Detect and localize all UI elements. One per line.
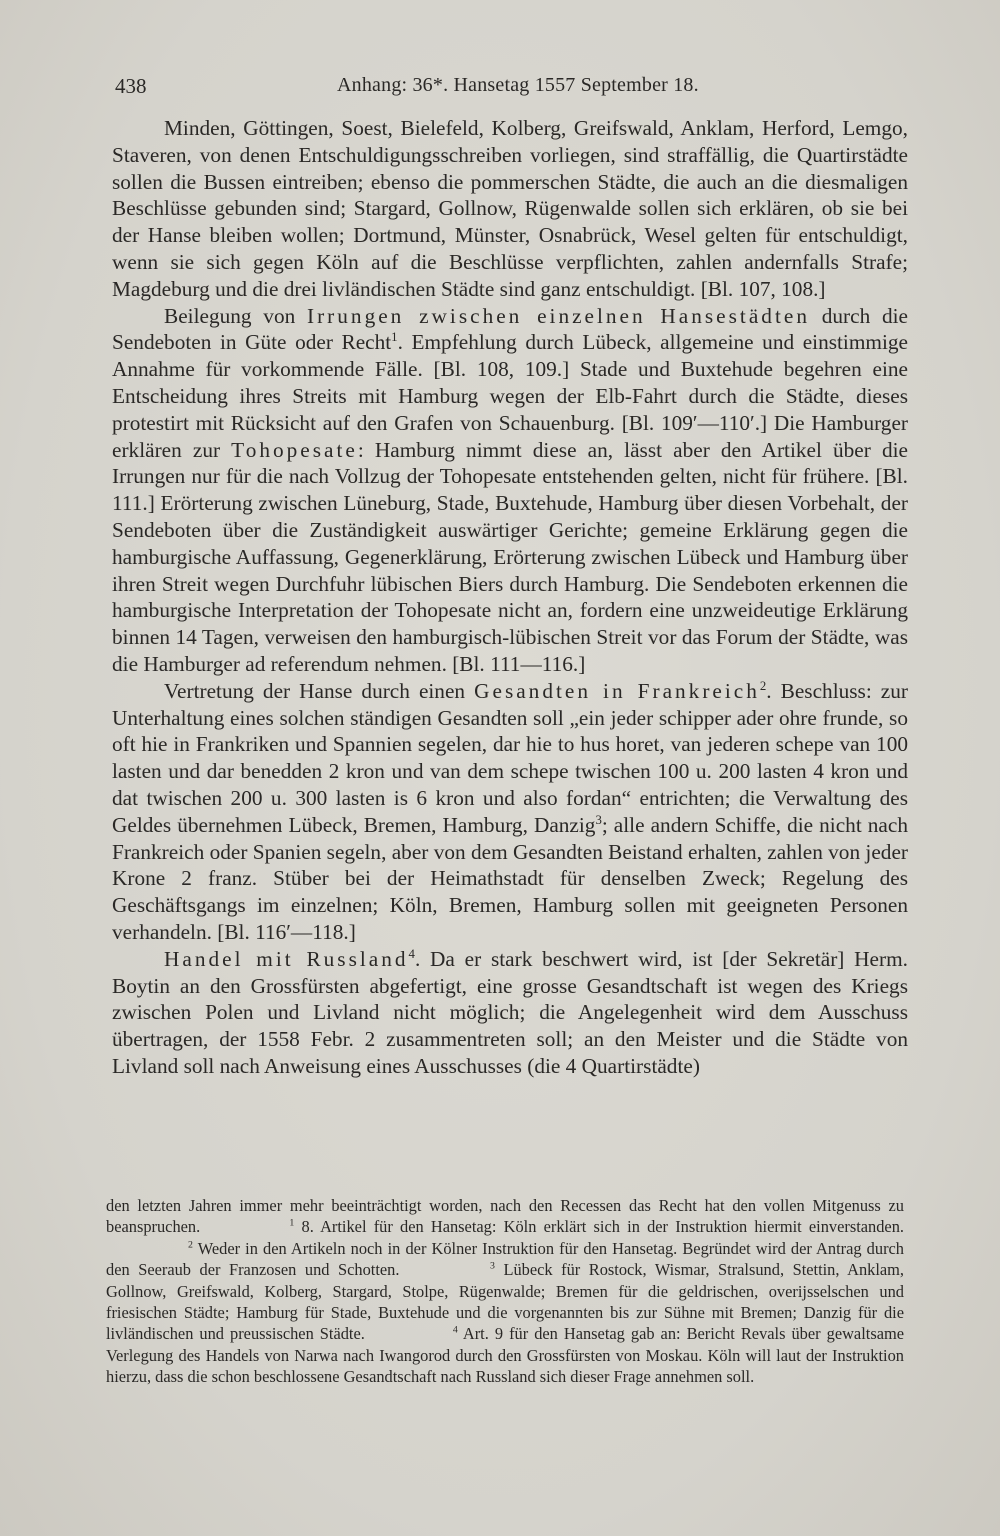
paragraph-2-text-c: . Empfehlung durch Lübeck, allgemeine und einstimmige Annahme für vorkommende Fälle. [Bl. 108, 109.] Stade und Buxtehude begehren eine Entscheidung ihres Streits mit Hamburg wegen der Elb-Fahrt durch die Städte, dieses protestirt mit Rücksicht auf den Grafen von Schauenburg. [Bl. 109′—110′.] Die Hamburger erklären zur (112, 330, 908, 462)
paragraph-2-text-d: : Hamburg nimmt diese an, lässt aber den Artikel über die Irrungen nur für die nach Vollzug der Tohopesate entstehenden gelten, nicht für frühere. [Bl. 111.] Erörterung zwischen Lüneburg, Stade, Buxtehude, Hamburg über diesen Vorbehalt, der Sendeboten über die Zuständigkeit auswärtiger Gerichte; gemeine Erklärung gegen die hamburgische Auffassung, Gegenerklärung, Erörterung zwischen Lübeck und Hamburg über ihren Streit wegen Durchfuhr lübischen Biers durch Hamburg. Die Sendeboten erkennen die hamburgische Interpretation der Tohopesate nicht an, fordern eine unzweideutige Erklärung binnen 14 Tagen, verweisen den hamburgisch-lübischen Streit vor das Forum der Städte, was die Hamburger ad referendum nehmen. [Bl. 111—116.] (112, 437, 908, 676)
footnotes (106, 1195, 904, 1388)
body-text (112, 115, 908, 1080)
footnote-1-mark: 1 (289, 1217, 295, 1229)
footnote-4: Art. 9 für den Hansetag gab an: Bericht Revals über gewaltsame Verlegung des Handels von Narwa nach Iwangorod durch den Grossfürsten von Moskau. Köln will laut der Instruktion hierzu, dass die schon beschlossene Gesandtschaft nach Russland sich dieser Frage annehmen soll. (106, 1324, 904, 1387)
footnote-1: 8. Artikel für den Hansetag: Köln erklärt sich in der Instruktion hiermit einverstanden. (301, 1217, 904, 1237)
running-head: Anhang: 36*. Hansetag 1557 September 18. (337, 74, 699, 96)
page-header (115, 74, 905, 102)
paragraph-2-text-b: durch die Sendeboten in Güte oder Recht (112, 303, 908, 355)
footnote-3-mark: 3 (489, 1260, 495, 1272)
paragraph-1 (112, 115, 908, 303)
footnote-2-mark: 2 (187, 1239, 193, 1251)
paragraph-2-text-a: Beilegung von (164, 303, 307, 328)
footnote-4-mark: 4 (452, 1324, 458, 1336)
paragraph-2 (112, 303, 908, 678)
footnote-ref-2: 2 (759, 678, 767, 693)
paragraph-4-text: . Da er stark beschwert wird, ist [der Sekretär] Herm. Boytin an den Grossfürsten abgefertigt, eine grosse Gesandtschaft ist wegen des Kriegs zwischen Polen und Livland nicht möglich; die Angelegenheit wird dem Ausschuss übertragen, der 1558 Febr. 2 zusammentreten soll; an den Meister und die Städte von Livland soll nach Anweisung eines Ausschusses (die 4 Quartirstädte) (112, 946, 908, 1078)
paragraph-3-text-b: . Beschluss: zur Unterhaltung eines solchen ständigen Gesandten soll „ein jeder schipper ader ohre frunde, so oft hie in Frankriken und Spannien segelen, dar hie to hus horet, van jederen schepe van 100 lasten und dar benedden 2 kron und van dem schepe twischen 100 u. 200 lasten 4 kron und dat twischen 200 u. 300 lasten is 6 kron und also fordan“ entrichten; die Verwaltung des Geldes übernehmen Lübeck, Bremen, Hamburg, Danzig (112, 678, 908, 837)
paragraph-3 (112, 678, 908, 946)
footnote-ref-3: 3 (595, 812, 602, 827)
footnote-ref-1: 1 (391, 330, 398, 345)
footnote-ref-4: 4 (408, 946, 415, 961)
paragraph-3-text-a: Vertretung der Hanse durch einen (164, 678, 475, 703)
paragraph-3-spaced-heading: Gesandten in Frankreich (474, 678, 760, 703)
footnote-2: Weder in den Artikeln noch in der Kölner Instruktion für den Hansetag. Begründet wird der Antrag durch den Seeraub der Franzosen und Schotten. (106, 1238, 905, 1280)
paragraph-4-spaced-heading: Handel mit Russland (164, 946, 409, 971)
paragraph-1-text: Minden, Göttingen, Soest, Bielefeld, Kolberg, Greifswald, Anklam, Herford, Lemgo, Staveren, von denen Entschuldigungsschreiben vorliegen, sind straffällig, die Quartirstädte sollen die Bussen eintreiben; ebenso die pommerschen Städte, die auch an die diesmaligen Beschlüsse gebunden sind; Stargard, Gollnow, Rügenwalde sollen sich erklären, ob sie bei der Hanse bleiben wollen; Dortmund, Münster, Osnabrück, Wesel gelten für entschuldigt, wenn sie sich gegen Köln auf die Beschlüsse verpflichten, zahlen andernfalls Strafe; Magdeburg und die drei livländischen Städte sind ganz entschuldigt. [Bl. 107, 108.] (112, 116, 908, 301)
paragraph-2-spaced-heading: Irrungen zwischen einzelnen Hansestädten (307, 303, 810, 328)
paragraph-4 (112, 946, 908, 1080)
footnote-3: Lübeck für Rostock, Wismar, Stralsund, Stettin, Anklam, Gollnow, Greifswald, Kolberg, Stargard, Stolpe, Rügenwalde; Bremen für die geldrischen, overijsselschen und friesischen Städte; Hamburg für Stade, Buxtehude und die vorgenannten bis zur Sühne mit Bremen; Danzig für die livländischen und preussischen Städte. (106, 1260, 905, 1344)
footnote-continuation: den letzten Jahren immer mehr beeinträchtigt worden, nach den Recessen das Recht hat den vollen Mitgenuss zu beanspruchen. (106, 1196, 904, 1237)
page-number: 438 (115, 74, 147, 98)
paragraph-3-text-c: ; alle andern Schiffe, die nicht nach Frankreich oder Spanien segeln, aber von dem Gesandten Beistand erhalten, zahlen von jeder Krone 2 franz. Stüber bei der Heimathstadt für denselben Zweck; Regelung des Geschäftsgangs im einzelnen; Köln, Bremen, Hamburg sollen mit geeigneten Personen verhandeln. [Bl. 116′—118.] (112, 812, 908, 944)
paragraph-2-spaced-term: Tohopesate (231, 437, 358, 462)
